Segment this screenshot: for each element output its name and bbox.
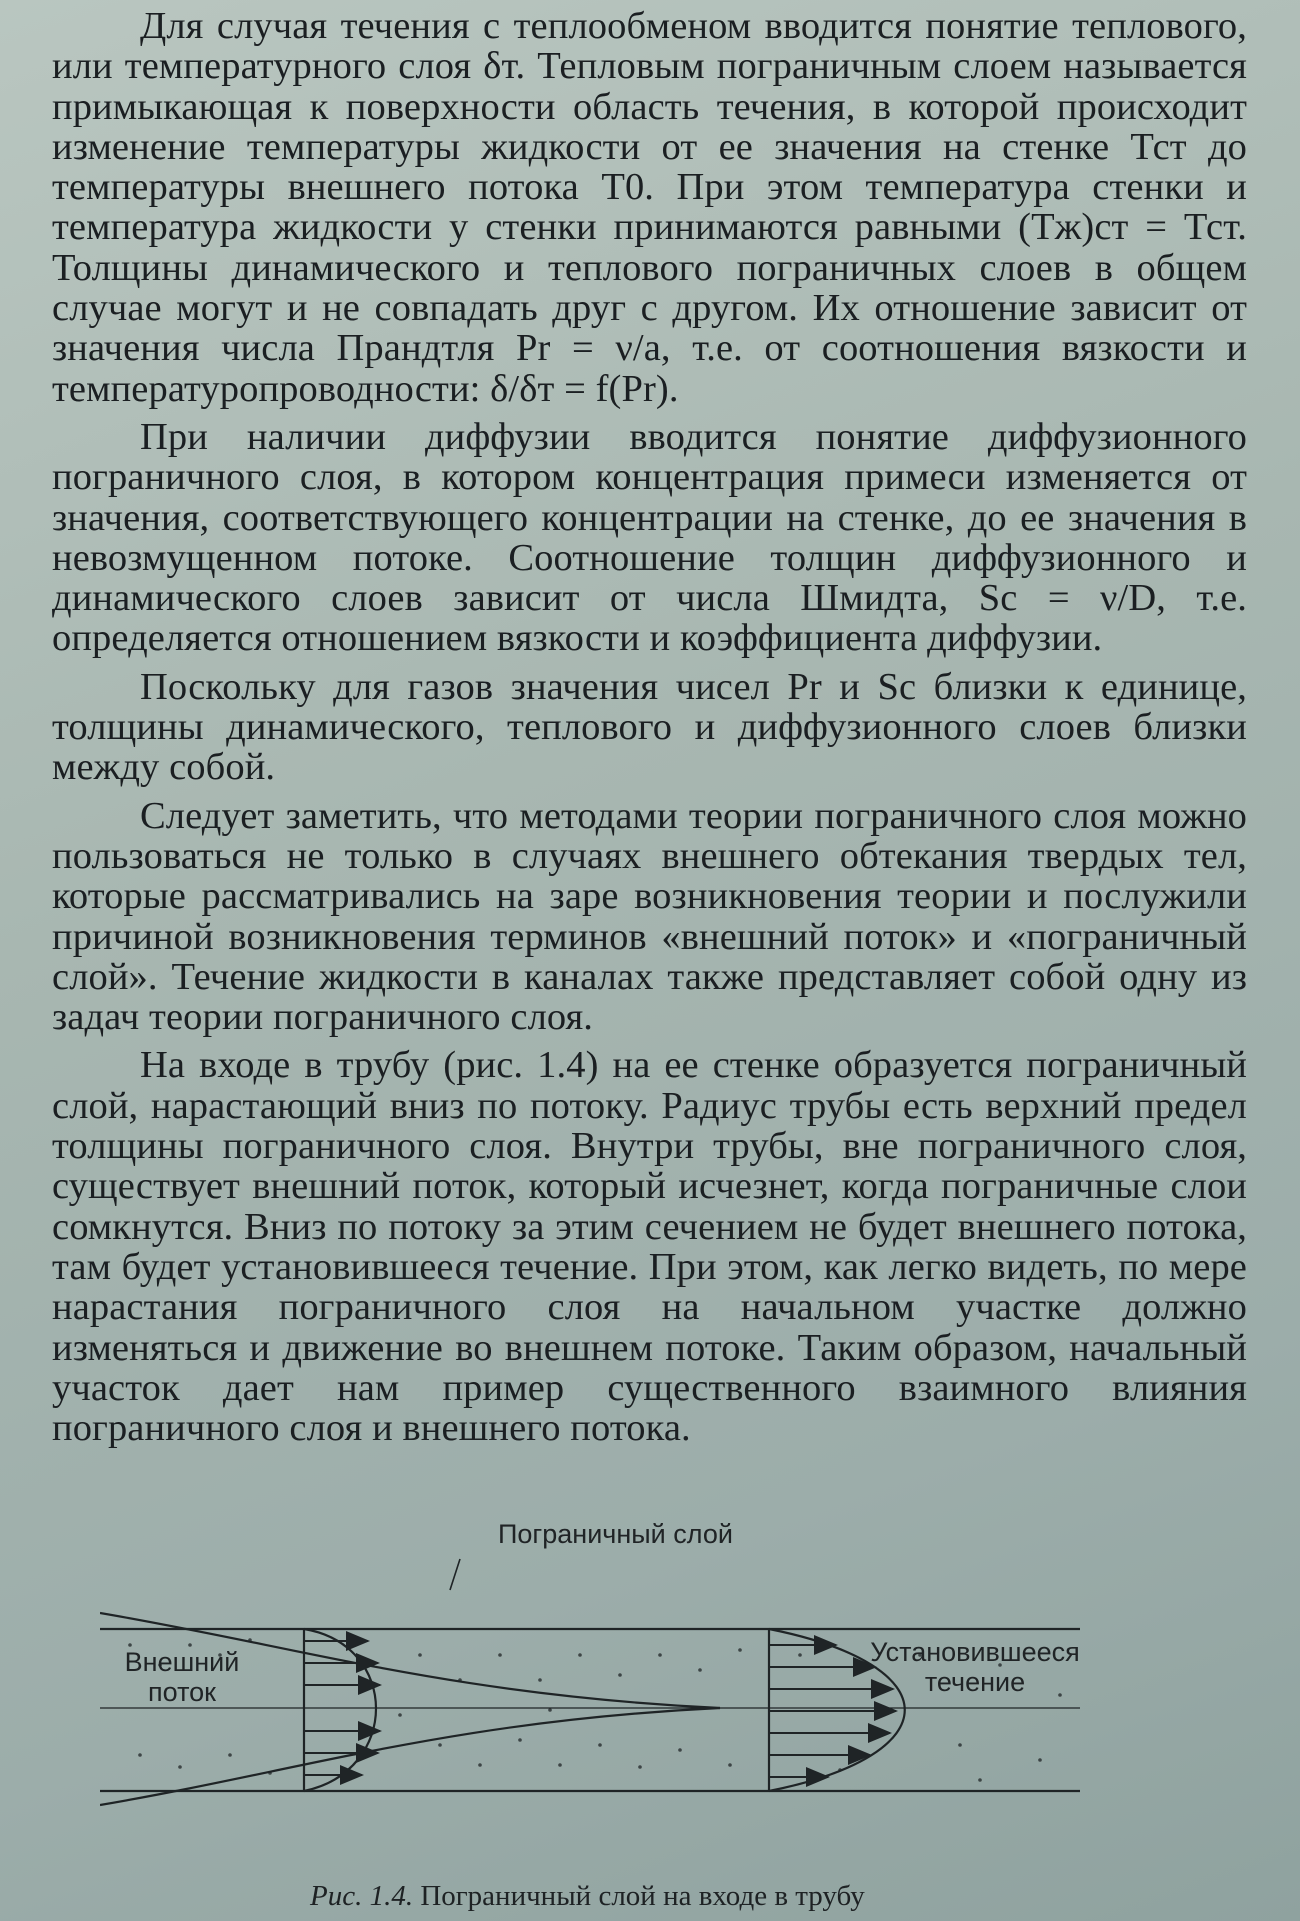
paragraph-diffusion-layer: При наличии диффузии вводится понятие диффузионного пограничного слоя, в котором концентрация примеси изменяется от значения, соответствующего концентрации на стенке, до ее значения в невозмущенном потоке. Соотношение толщин диффузионного и динамического слоев зависит от числа Шмидта, Sc = ν/D, т.е. определяется отношением вязкости и коэффициента диффузии. xyxy=(52,415,1247,660)
figure-caption xyxy=(310,1880,1010,1912)
label-boundary-layer: Пограничный слой xyxy=(498,1519,733,1549)
body-text xyxy=(52,6,1247,1448)
velocity-arrows xyxy=(304,1641,896,1777)
paragraph-thermal-layer: Для случая течения с теплообменом вводится понятие теплового, или температурного слоя δт. Тепловым пограничным слоем называется примыкающая к поверхности область течения, в которой происходит изменение температуры жидкости от ее значения на стенке Тст до температуры внешнего потока Т0. При этом температура стенки и температура жидкости у стенки принимаются равными (Тж)ст = Тст. Толщины динамического и теплового пограничных слоев в общем случае могут и не совпадать друг с другом. Их отношение зависит от значения числа Прандтля Pr = ν/a, т.е. от соотношения вязкости и температуропроводности: δ/δт = f(Pr). xyxy=(52,5,1247,410)
label-leader-line xyxy=(450,1559,460,1590)
caption-number: Рис. 1.4. xyxy=(310,1880,414,1912)
paragraph-boundary-theory: Следует заметить, что методами теории пограничного слоя можно пользоваться не только в случаях внешнего обтекания твердых тел, которые рассматривались на заре возникновения теории и послужили причиной возникновения терминов «внешний поток» и «пограничный слой». Течение жидкости в каналах также представляет собой одну из задач теории пограничного слоя. xyxy=(52,794,1247,1039)
caption-text: Пограничный слой на входе в трубу xyxy=(413,1880,865,1912)
label-steady-flow: Установившееся течение xyxy=(870,1637,1080,1697)
figure-pipe-entrance xyxy=(100,1505,1160,1885)
label-outer-flow: Внешний поток xyxy=(124,1647,240,1707)
paragraph-gases: Поскольку для газов значения чисел Pr и Sc близки к единице, толщины динамического, теплового и диффузионного слоев близки между собой. xyxy=(52,665,1247,789)
inlet-velocity-profile xyxy=(304,1629,376,1791)
paragraph-pipe-entrance: На входе в трубу (рис. 1.4) на ее стенке образуется пограничный слой, нарастающий вниз по потоку. Радиус трубы есть верхний предел толщины пограничного слоя. Внутри трубы, вне пограничного слоя, существует внешний поток, который исчезнет, когда пограничные слои сомкнутся. Вниз по потоку за этим сечением не будет внешнего потока, там будет установившееся течение. При этом, как легко видеть, по мере нарастания пограничного слоя на начальном участке должно изменяться и движение во внешнем потоке. Таким образом, начальный участок дает нам пример существенного взаимного влияния пограничного слоя и внешнего потока. xyxy=(52,1044,1247,1450)
